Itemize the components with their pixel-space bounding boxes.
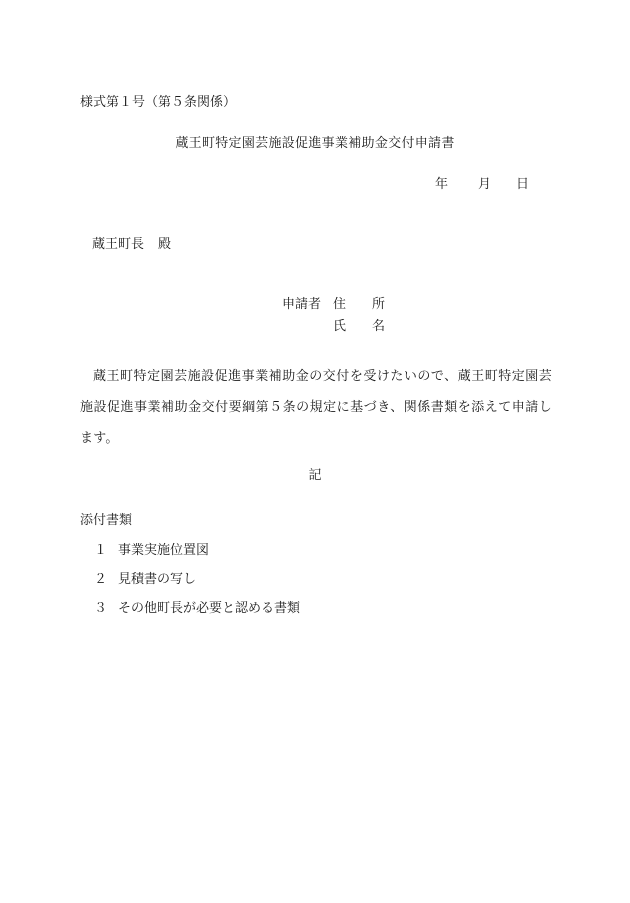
attachments-heading: 添付書類	[80, 513, 133, 528]
ki-heading: 記	[308, 468, 322, 483]
addressee	[92, 238, 171, 251]
document-title: 蔵王町特定園芸施設促進事業補助金交付申請書	[175, 136, 455, 151]
addressee-name: 蔵王町長	[92, 237, 145, 252]
attachment-text: 事業実施位置図	[118, 543, 210, 558]
applicant-name-label	[333, 320, 385, 333]
attachment-text: その他町長が必要と認める書類	[118, 601, 301, 616]
application-body-text: 蔵王町特定園芸施設促進事業補助金の交付を受けたいので、蔵王町特定園芸施設促進事業補助金交付要綱第５条の規定に基づき、関係書類を添えて申請します。	[80, 369, 552, 446]
attachment-number: ２	[94, 572, 108, 587]
attachment-number: ３	[94, 601, 108, 616]
applicant-label: 申請者	[282, 297, 322, 312]
date-day-label: 日	[516, 177, 530, 192]
attachment-item	[94, 544, 209, 557]
date-year-label: 年	[435, 177, 449, 192]
date-month-label: 月	[478, 177, 492, 192]
attachment-text: 見積書の写し	[118, 572, 197, 587]
name-label-char-2: 名	[372, 319, 386, 334]
name-label-char-1: 氏	[333, 319, 347, 334]
addressee-honorific: 殿	[158, 237, 172, 252]
attachment-number: １	[94, 543, 108, 558]
address-label-char-1: 住	[333, 297, 347, 312]
attachment-item	[94, 602, 300, 615]
address-label-char-2: 所	[372, 297, 386, 312]
attachment-item	[94, 573, 196, 586]
applicant-address-label	[333, 298, 385, 311]
form-number: 様式第１号（第５条関係）	[80, 95, 237, 110]
